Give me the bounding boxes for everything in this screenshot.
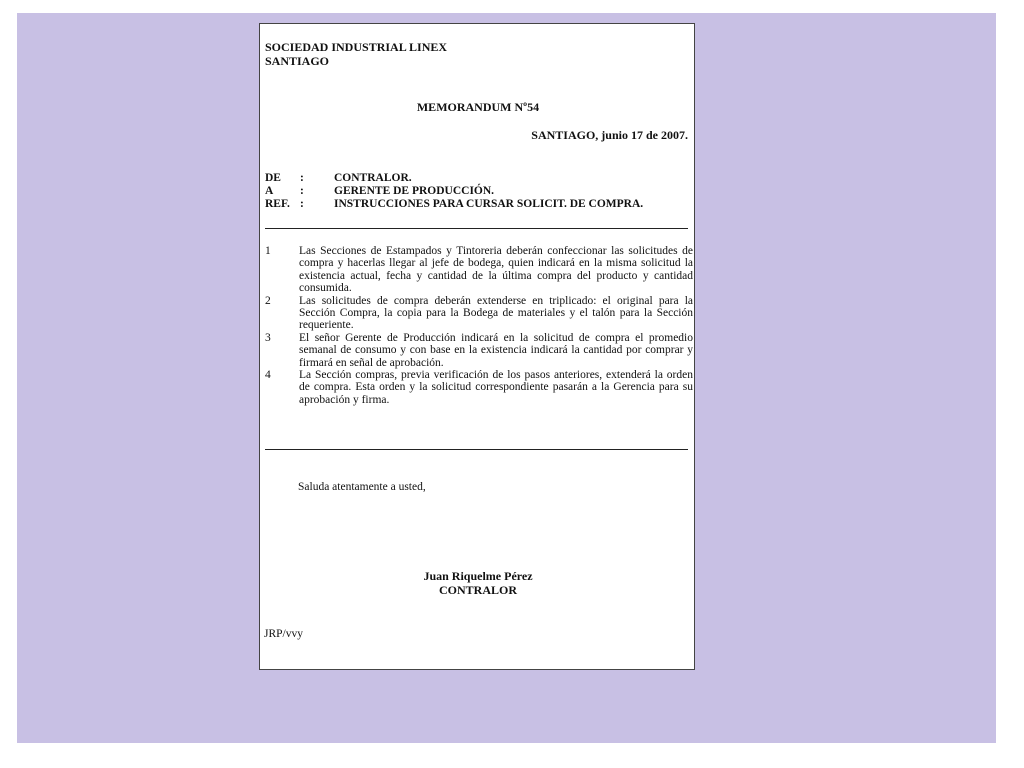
company-name: SOCIEDAD INDUSTRIAL LINEX bbox=[265, 40, 448, 54]
signature-block bbox=[260, 569, 696, 597]
header-value-de: CONTRALOR. bbox=[334, 172, 412, 184]
divider-top bbox=[265, 228, 688, 229]
instruction-list bbox=[265, 245, 695, 406]
header-label-ref: REF. bbox=[265, 198, 290, 210]
company-city: SANTIAGO bbox=[265, 54, 330, 68]
memo-document bbox=[259, 23, 695, 670]
divider-bottom bbox=[265, 449, 688, 450]
memo-date: SANTIAGO, junio 17 de 2007. bbox=[531, 128, 688, 142]
header-colon: : bbox=[300, 185, 304, 197]
reference-initials: JRP/vvy bbox=[264, 628, 303, 640]
item-text: Las Secciones de Estampados y Tintoreria deberán confeccionar las solicitudes de compra y hacerlas llegar al jefe de bodega, quien indicará en la misma solicitud la existencia actual, fecha y cantidad de la última compra del producto y cantidad consumida. bbox=[299, 245, 693, 295]
letterhead bbox=[265, 40, 447, 68]
item-number: 4 bbox=[265, 369, 271, 382]
item-text: Las solicitudes de compra deberán extenderse en triplicado: el original para la Sección Compra, la copia para la Bodega de materiales y el talón para la Sección requeriente. bbox=[299, 294, 693, 332]
header-colon: : bbox=[300, 198, 304, 210]
memo-title: MEMORANDUM Nº54 bbox=[416, 100, 540, 114]
header-colon: : bbox=[300, 172, 304, 184]
list-item bbox=[265, 295, 695, 332]
header-value-ref: INSTRUCCIONES PARA CURSAR SOLICIT. DE COMPRA. bbox=[334, 198, 644, 210]
signer-name: Juan Riquelme Pérez bbox=[423, 569, 533, 583]
item-text: El señor Gerente de Producción indicará en la solicitud de compra el promedio semanal de consumo y con base en la existencia indicará la cantidad por comprar y firmará en señal de aprobación. bbox=[299, 331, 693, 369]
list-item bbox=[265, 369, 695, 406]
signer-title: CONTRALOR bbox=[438, 583, 517, 597]
header-value-a: GERENTE DE PRODUCCIÓN. bbox=[334, 185, 495, 197]
item-number: 3 bbox=[265, 331, 271, 344]
header-label-de: DE bbox=[265, 172, 281, 184]
item-number: 2 bbox=[265, 294, 271, 307]
item-number: 1 bbox=[265, 245, 271, 257]
header-label-a: A bbox=[265, 185, 274, 197]
list-item bbox=[265, 332, 695, 369]
closing-line: Saluda atentamente a usted, bbox=[298, 481, 426, 493]
item-text: La Sección compras, previa verificación de los pasos anteriores, extenderá la orden de compra. Esta orden y la solicitud correspondiente pasarán a la Gerencia para su aprobación y firma. bbox=[299, 369, 693, 406]
list-item bbox=[265, 245, 695, 295]
